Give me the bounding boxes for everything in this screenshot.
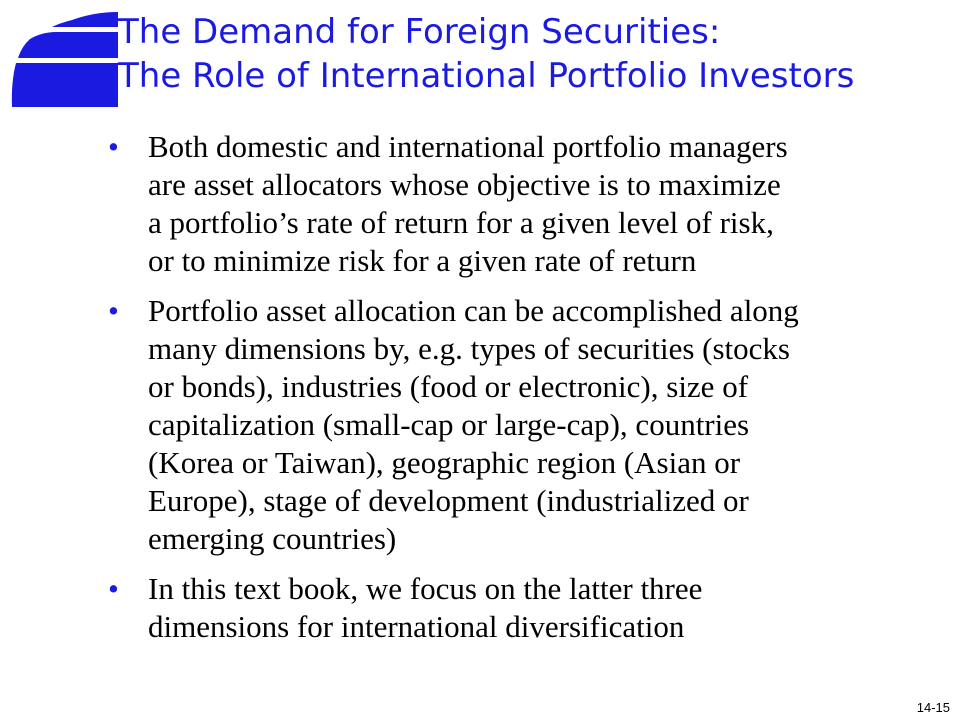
swoosh-stripe-bottom: [12, 63, 118, 107]
bullet-text-line: Both domestic and international portfolio managers: [148, 129, 788, 164]
slide-title-line: The Demand for Foreign Securities:: [118, 12, 721, 52]
bullet-text-line: Europe), stage of development (industrialized or: [148, 483, 749, 518]
bullet-text-line: Portfolio asset allocation can be accomplished along: [148, 293, 799, 328]
bullet-list: [108, 128, 943, 658]
bullet-item: [108, 292, 943, 558]
swoosh-stripe-middle: [18, 32, 118, 58]
bullet-text-line: dimensions for international diversification: [148, 609, 685, 644]
bullet-dot-icon: •: [108, 293, 119, 328]
bullet-text-line: (Korea or Taiwan), geographic region (Asian or: [148, 445, 741, 480]
swoosh-stripe-top: [52, 12, 118, 27]
bullet-text-line: are asset allocators whose objective is to maximize: [148, 167, 781, 202]
swoosh-logo: [0, 0, 130, 112]
bullet-text-line: or bonds), industries (food or electronic), size of: [148, 369, 749, 404]
bullet-text-line: In this text book, we focus on the latter three: [148, 571, 703, 606]
bullet-text-line: a portfolio’s rate of return for a given level of risk,: [148, 205, 774, 240]
slide-title-line: The Role of International Portfolio Investors: [118, 56, 855, 96]
bullet-item: [108, 570, 943, 646]
bullet-dot-icon: •: [108, 129, 119, 164]
bullet-text-line: or to minimize risk for a given rate of return: [148, 243, 697, 278]
slide-title: [118, 10, 948, 98]
slide-number: 14-15: [916, 700, 950, 715]
bullet-text-line: many dimensions by, e.g. types of securities (stocks: [148, 331, 790, 366]
bullet-text-line: emerging countries): [148, 521, 397, 556]
bullet-item: [108, 128, 943, 280]
bullet-dot-icon: •: [108, 571, 119, 606]
bullet-text-line: capitalization (small-cap or large-cap), countries: [148, 407, 750, 442]
